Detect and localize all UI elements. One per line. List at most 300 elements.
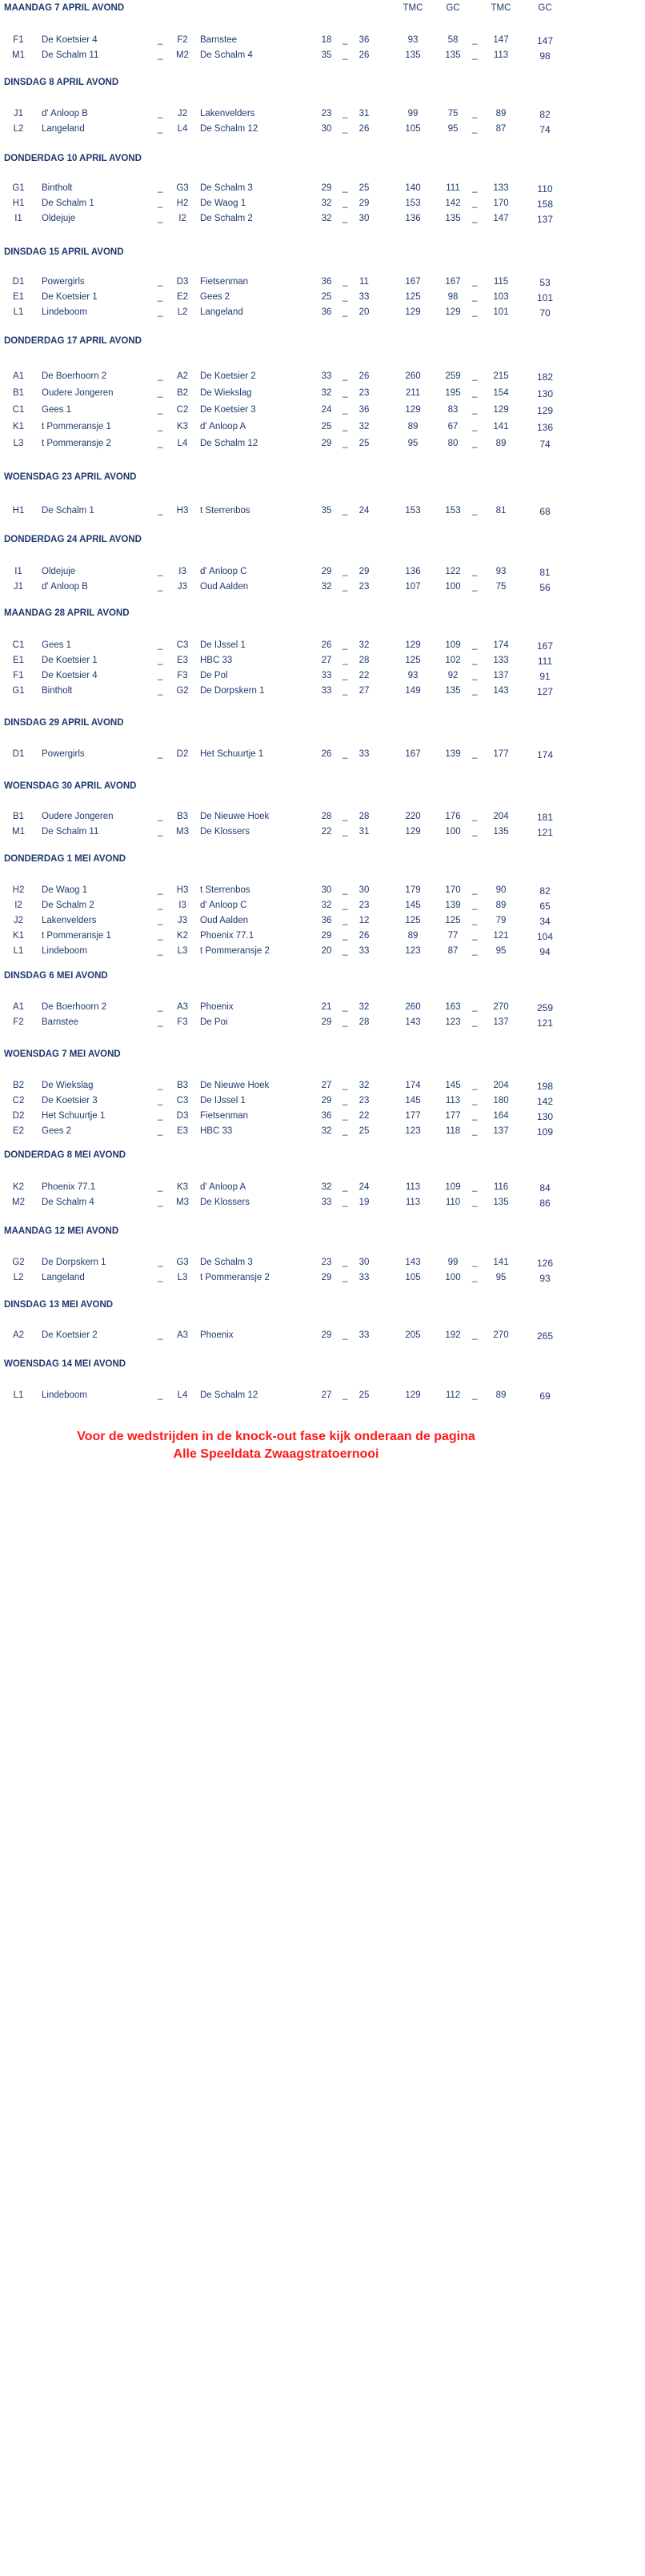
- home-code: I1: [14, 214, 22, 223]
- separator: _: [343, 50, 348, 60]
- home-code: G1: [12, 686, 25, 696]
- home-score: 29: [321, 1273, 332, 1282]
- away-score: 31: [359, 109, 370, 118]
- home-score: 18: [321, 35, 332, 45]
- separator: _: [158, 506, 163, 516]
- away-team: Fietsenman: [200, 1111, 249, 1121]
- separator: _: [343, 109, 348, 118]
- separator: _: [472, 371, 478, 381]
- home-team: Powergirls: [42, 749, 85, 759]
- away-gc: 69: [539, 1390, 551, 1402]
- home-score: 29: [321, 567, 332, 576]
- home-gc: 125: [445, 916, 461, 925]
- match-row: [0, 439, 645, 451]
- home-gc: 109: [445, 1182, 461, 1192]
- separator: _: [158, 827, 163, 837]
- home-score: 24: [321, 405, 332, 415]
- separator: _: [472, 50, 478, 60]
- separator: _: [472, 885, 478, 895]
- away-gc: 130: [536, 1111, 554, 1122]
- match-row: [0, 656, 645, 668]
- separator: _: [343, 1111, 348, 1121]
- away-gc: 93: [539, 1273, 551, 1284]
- away-code: L4: [177, 439, 188, 448]
- home-code: A2: [12, 1330, 25, 1340]
- home-gc: 142: [445, 199, 461, 208]
- away-code: C3: [176, 640, 189, 650]
- away-code: C2: [176, 405, 189, 415]
- away-team: Het Schuurtje 1: [200, 749, 264, 759]
- home-tmc: 123: [405, 1126, 421, 1136]
- home-gc: 139: [445, 749, 461, 759]
- separator: _: [343, 1017, 348, 1027]
- separator: _: [472, 931, 478, 941]
- away-code: L4: [177, 124, 188, 134]
- home-tmc: 93: [407, 671, 419, 680]
- match-row: [0, 124, 645, 136]
- away-score: 22: [359, 1111, 370, 1121]
- home-score: 32: [321, 582, 332, 592]
- home-score: 33: [321, 671, 332, 680]
- home-gc: 176: [445, 812, 461, 821]
- home-code: M1: [12, 827, 25, 837]
- home-gc: 118: [445, 1126, 461, 1136]
- home-team: t Pommeransje 1: [42, 931, 111, 941]
- away-score: 33: [359, 1273, 370, 1282]
- match-row: [0, 1096, 645, 1108]
- match-row: [0, 1111, 645, 1123]
- away-code: C3: [176, 1096, 189, 1105]
- home-code: K1: [12, 931, 25, 941]
- away-score: 32: [359, 422, 370, 431]
- home-code: L1: [13, 307, 24, 317]
- separator: _: [343, 946, 348, 956]
- separator: _: [343, 439, 348, 448]
- match-row: [0, 1198, 645, 1210]
- home-team: De Koetsier 4: [42, 671, 98, 680]
- away-gc: 137: [536, 214, 554, 225]
- away-tmc: 215: [493, 371, 509, 381]
- day-heading: DONDERDAG 8 MEI AVOND: [4, 1150, 126, 1160]
- separator: _: [343, 827, 348, 837]
- separator: _: [158, 124, 163, 134]
- separator: _: [158, 307, 163, 317]
- away-team: De IJssel 1: [200, 640, 246, 650]
- separator: _: [158, 1081, 163, 1090]
- separator: _: [158, 931, 163, 941]
- home-tmc: 105: [405, 1273, 421, 1282]
- home-tmc: 260: [405, 371, 421, 381]
- separator: _: [343, 388, 348, 398]
- separator: _: [158, 405, 163, 415]
- separator: _: [343, 277, 348, 287]
- home-tmc: 260: [405, 1002, 421, 1012]
- away-tmc: 270: [493, 1330, 509, 1340]
- home-tmc: 143: [405, 1017, 421, 1027]
- away-code: L2: [177, 307, 188, 317]
- away-tmc: 174: [493, 640, 509, 650]
- home-score: 26: [321, 749, 332, 759]
- home-tmc: 153: [405, 506, 421, 516]
- match-row: [0, 931, 645, 943]
- away-score: 31: [359, 827, 370, 837]
- separator: _: [472, 388, 478, 398]
- home-team: Powergirls: [42, 277, 85, 287]
- home-team: Phoenix 77.1: [42, 1182, 96, 1192]
- away-gc: 130: [536, 388, 554, 399]
- home-tmc: 211: [405, 388, 421, 398]
- home-team: Oldejuje: [42, 214, 76, 223]
- away-tmc: 89: [495, 439, 507, 448]
- away-score: 36: [359, 405, 370, 415]
- away-tmc: 95: [495, 946, 507, 956]
- home-gc: 192: [445, 1330, 461, 1340]
- home-score: 27: [321, 1390, 332, 1400]
- home-score: 29: [321, 1096, 332, 1105]
- away-code: G3: [176, 1258, 189, 1267]
- away-code: A3: [176, 1330, 189, 1340]
- day-heading: WOENSDAG 23 APRIL AVOND: [4, 472, 137, 482]
- away-team: De Nieuwe Hoek: [200, 1081, 270, 1090]
- home-code: F2: [13, 1017, 24, 1027]
- away-gc: 86: [539, 1198, 551, 1209]
- away-gc: 181: [536, 812, 554, 823]
- away-gc: 70: [539, 307, 551, 319]
- away-gc: 111: [537, 656, 553, 667]
- away-team: t Sterrenbos: [200, 885, 250, 895]
- home-tmc: 125: [405, 916, 421, 925]
- match-row: [0, 35, 645, 47]
- day-heading: MAANDAG 28 APRIL AVOND: [4, 608, 130, 618]
- match-row: [0, 567, 645, 579]
- match-row: [0, 214, 645, 226]
- away-team: De Pol: [200, 671, 228, 680]
- away-gc: 121: [536, 1017, 554, 1029]
- home-gc: 135: [445, 50, 461, 60]
- home-gc: 95: [447, 124, 459, 134]
- day-heading: WOENSDAG 14 MEI AVOND: [4, 1359, 126, 1369]
- home-score: 29: [321, 183, 332, 193]
- home-code: H1: [12, 199, 25, 208]
- away-code: E3: [176, 656, 189, 665]
- separator: _: [472, 506, 478, 516]
- home-team: Barnstee: [42, 1017, 79, 1027]
- away-team: d' Anloop A: [200, 422, 246, 431]
- home-team: Oudere Jongeren: [42, 388, 114, 398]
- home-tmc: 153: [405, 199, 421, 208]
- match-row: [0, 506, 645, 518]
- match-row: [0, 277, 645, 289]
- away-gc: 74: [539, 439, 551, 450]
- away-team: d' Anloop C: [200, 567, 247, 576]
- day-heading: DONDERDAG 1 MEI AVOND: [4, 854, 126, 864]
- separator: _: [343, 124, 348, 134]
- away-score: 25: [359, 439, 370, 448]
- home-team: Gees 2: [42, 1126, 72, 1136]
- home-team: De Koetsier 4: [42, 35, 98, 45]
- home-team: De Schalm 11: [42, 827, 99, 837]
- away-team: De Schalm 3: [200, 1258, 253, 1267]
- separator: _: [158, 277, 163, 287]
- separator: _: [158, 1182, 163, 1192]
- away-code: M3: [176, 1198, 189, 1207]
- away-code: H2: [176, 199, 189, 208]
- home-gc: 135: [445, 686, 461, 696]
- home-gc: 77: [447, 931, 459, 941]
- separator: _: [472, 277, 478, 287]
- separator: _: [158, 1111, 163, 1121]
- home-gc: 99: [447, 1258, 459, 1267]
- away-tmc: 164: [493, 1111, 509, 1121]
- home-code: A1: [12, 1002, 25, 1012]
- match-row: [0, 901, 645, 913]
- home-tmc: 149: [405, 686, 421, 696]
- separator: _: [158, 1273, 163, 1282]
- away-team: HBC 33: [200, 1126, 233, 1136]
- home-tmc: 179: [405, 885, 421, 895]
- home-score: 32: [321, 214, 332, 223]
- home-code: J2: [13, 916, 24, 925]
- home-code: F1: [13, 35, 24, 45]
- away-tmc: 95: [495, 1273, 507, 1282]
- home-score: 29: [321, 1330, 332, 1340]
- home-team: De Wiekslag: [42, 1081, 94, 1090]
- separator: _: [472, 405, 478, 415]
- separator: _: [343, 582, 348, 592]
- home-team: d' Anloop B: [42, 109, 88, 118]
- away-code: A2: [176, 371, 189, 381]
- separator: _: [472, 916, 478, 925]
- match-row: [0, 812, 645, 824]
- away-team: t Pommeransje 2: [200, 1273, 270, 1282]
- separator: _: [158, 885, 163, 895]
- home-tmc: 129: [405, 1390, 421, 1400]
- home-score: 33: [321, 686, 332, 696]
- home-tmc: 89: [407, 931, 419, 941]
- away-score: 30: [359, 885, 370, 895]
- away-score: 23: [359, 388, 370, 398]
- away-team: De Wiekslag: [200, 388, 252, 398]
- match-row: [0, 671, 645, 683]
- away-tmc: 147: [493, 35, 509, 45]
- home-score: 32: [321, 1126, 332, 1136]
- home-gc: 80: [447, 439, 459, 448]
- away-team: Oud Aalden: [200, 916, 249, 925]
- home-tmc: 140: [405, 183, 421, 193]
- away-tmc: 204: [493, 1081, 509, 1090]
- day-heading: WOENSDAG 7 MEI AVOND: [4, 1049, 121, 1059]
- home-score: 30: [321, 124, 332, 134]
- separator: _: [158, 292, 163, 302]
- away-code: K2: [176, 931, 189, 941]
- away-gc: 56: [539, 582, 551, 593]
- away-gc: 265: [536, 1330, 554, 1342]
- separator: _: [343, 1126, 348, 1136]
- home-gc: 123: [445, 1017, 461, 1027]
- away-gc: 104: [536, 931, 554, 942]
- day-heading: DINSDAG 6 MEI AVOND: [4, 971, 108, 981]
- knockout-note-line2: Alle Speeldata Zwaagstratoernooi: [173, 1447, 379, 1461]
- home-team: Oudere Jongeren: [42, 812, 114, 821]
- home-code: D1: [12, 749, 25, 759]
- home-tmc: 113: [405, 1198, 421, 1207]
- home-score: 23: [321, 109, 332, 118]
- away-tmc: 143: [493, 686, 509, 696]
- away-code: F3: [177, 1017, 188, 1027]
- header-gc-2: GC: [538, 3, 552, 13]
- away-gc: 147: [536, 35, 554, 46]
- separator: _: [158, 422, 163, 431]
- away-tmc: 89: [495, 109, 507, 118]
- home-tmc: 145: [405, 901, 421, 910]
- separator: _: [343, 307, 348, 317]
- away-tmc: 89: [495, 901, 507, 910]
- match-row: [0, 946, 645, 958]
- away-score: 33: [359, 946, 370, 956]
- home-score: 35: [321, 506, 332, 516]
- home-team: Bintholt: [42, 183, 73, 193]
- separator: _: [472, 946, 478, 956]
- away-team: d' Anloop C: [200, 901, 247, 910]
- away-code: M3: [176, 827, 189, 837]
- away-team: De Klossers: [200, 1198, 250, 1207]
- separator: _: [158, 749, 163, 759]
- home-gc: 110: [445, 1198, 461, 1207]
- separator: _: [343, 1258, 348, 1267]
- away-gc: 82: [539, 885, 551, 897]
- separator: _: [343, 640, 348, 650]
- home-team: Lakenvelders: [42, 916, 97, 925]
- home-code: A1: [12, 371, 25, 381]
- away-code: J3: [177, 582, 188, 592]
- away-code: F2: [177, 35, 188, 45]
- home-code: B2: [12, 1081, 25, 1090]
- home-gc: 113: [445, 1096, 461, 1105]
- separator: _: [343, 901, 348, 910]
- home-score: 22: [321, 827, 332, 837]
- away-gc: 198: [536, 1081, 554, 1092]
- separator: _: [343, 1273, 348, 1282]
- away-code: B3: [176, 812, 189, 821]
- home-tmc: 129: [405, 307, 421, 317]
- separator: _: [343, 931, 348, 941]
- home-team: t Pommeransje 1: [42, 422, 111, 431]
- separator: _: [472, 1258, 478, 1267]
- home-score: 32: [321, 388, 332, 398]
- away-team: t Pommeransje 2: [200, 946, 270, 956]
- away-code: D2: [176, 749, 189, 759]
- day-heading: WOENSDAG 30 APRIL AVOND: [4, 781, 137, 791]
- home-gc: 100: [445, 827, 461, 837]
- match-row: [0, 1273, 645, 1285]
- away-team: HBC 33: [200, 656, 233, 665]
- home-gc: 163: [445, 1002, 461, 1012]
- away-tmc: 204: [493, 812, 509, 821]
- home-tmc: 136: [405, 214, 421, 223]
- match-row: [0, 1081, 645, 1093]
- separator: _: [472, 640, 478, 650]
- separator: _: [158, 901, 163, 910]
- match-row: [0, 686, 645, 698]
- away-tmc: 93: [495, 567, 507, 576]
- home-team: Gees 1: [42, 405, 72, 415]
- match-row: [0, 388, 645, 400]
- away-code: J3: [177, 916, 188, 925]
- separator: _: [343, 1096, 348, 1105]
- home-gc: 100: [445, 582, 461, 592]
- home-gc: 92: [447, 671, 459, 680]
- home-tmc: 205: [405, 1330, 421, 1340]
- away-tmc: 137: [493, 671, 509, 680]
- home-code: B1: [12, 388, 25, 398]
- away-tmc: 141: [493, 422, 509, 431]
- home-code: D2: [12, 1111, 25, 1121]
- away-tmc: 154: [493, 388, 509, 398]
- home-tmc: 105: [405, 124, 421, 134]
- separator: _: [343, 506, 348, 516]
- away-tmc: 75: [495, 582, 507, 592]
- separator: _: [472, 1111, 478, 1121]
- away-team: De Nieuwe Hoek: [200, 812, 270, 821]
- home-gc: 83: [447, 405, 459, 415]
- home-tmc: 107: [405, 582, 421, 592]
- away-team: t Sterrenbos: [200, 506, 250, 516]
- home-team: De Schalm 1: [42, 506, 94, 516]
- separator: _: [343, 1390, 348, 1400]
- away-team: Langeland: [200, 307, 243, 317]
- match-row: [0, 749, 645, 761]
- home-tmc: 125: [405, 656, 421, 665]
- home-code: I2: [14, 901, 22, 910]
- home-code: B1: [12, 812, 25, 821]
- home-team: Lindeboom: [42, 307, 87, 317]
- header-tmc-2: TMC: [491, 3, 511, 13]
- away-gc: 136: [536, 422, 554, 433]
- home-score: 36: [321, 1111, 332, 1121]
- separator: _: [343, 1081, 348, 1090]
- away-gc: 81: [539, 567, 551, 578]
- separator: _: [472, 35, 478, 45]
- home-score: 23: [321, 1258, 332, 1267]
- away-gc: 121: [536, 827, 554, 838]
- separator: _: [343, 1330, 348, 1340]
- away-tmc: 115: [493, 277, 509, 287]
- away-tmc: 141: [493, 1258, 509, 1267]
- separator: _: [158, 916, 163, 925]
- away-score: 23: [359, 582, 370, 592]
- away-gc: 182: [536, 371, 554, 383]
- away-code: L3: [177, 1273, 188, 1282]
- away-tmc: 116: [493, 1182, 509, 1192]
- separator: _: [472, 422, 478, 431]
- home-score: 29: [321, 439, 332, 448]
- separator: _: [343, 916, 348, 925]
- away-tmc: 113: [493, 50, 509, 60]
- away-score: 32: [359, 1002, 370, 1012]
- away-team: De IJssel 1: [200, 1096, 246, 1105]
- away-team: Fietsenman: [200, 277, 249, 287]
- separator: _: [472, 1182, 478, 1192]
- home-team: Langeland: [42, 124, 85, 134]
- away-score: 33: [359, 1330, 370, 1340]
- home-score: 27: [321, 1081, 332, 1090]
- separator: _: [343, 671, 348, 680]
- away-score: 33: [359, 292, 370, 302]
- home-team: De Schalm 2: [42, 901, 94, 910]
- away-team: Gees 2: [200, 292, 230, 302]
- separator: _: [472, 307, 478, 317]
- away-code: E3: [176, 1126, 189, 1136]
